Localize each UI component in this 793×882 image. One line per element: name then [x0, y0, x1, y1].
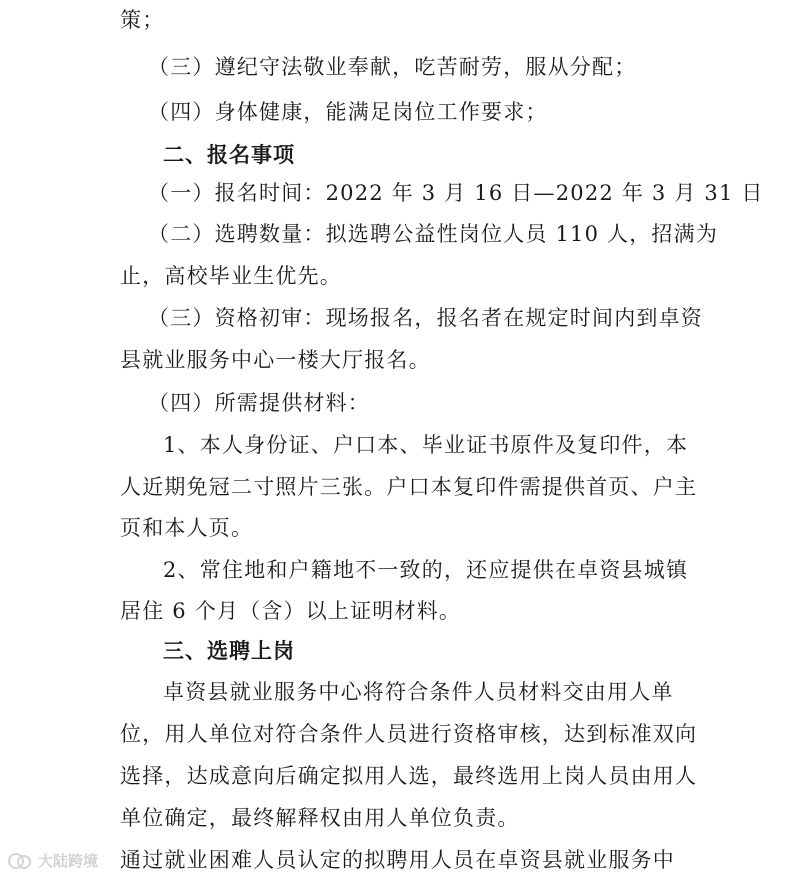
- text-line-18: 位，用人单位对符合条件人员进行资格审核，达到标准双向: [120, 722, 698, 746]
- watermark: [8, 850, 98, 871]
- text-line-6: （二）选聘数量：拟选聘公益性岗位人员 110 人，招满为: [148, 222, 719, 246]
- text-line-15: 居住 6 个月（含）以上证明材料。: [120, 599, 462, 623]
- text-line-20: 单位确定，最终解释权由用人单位负责。: [120, 806, 520, 830]
- text-line-14: 2、常住地和户籍地不一致的，还应提供在卓资县城镇: [163, 558, 689, 582]
- text-line-9: 县就业服务中心一楼大厅报名。: [120, 348, 431, 372]
- text-line-12: 人近期免冠二寸照片三张。户口本复印件需提供首页、户主: [120, 475, 698, 499]
- text-line-7: 止，高校毕业生优先。: [120, 264, 342, 288]
- text-line-13: 页和本人页。: [120, 516, 254, 540]
- text-line-10: （四）所需提供材料：: [148, 391, 370, 415]
- section-heading-3: 三、选聘上岗: [163, 639, 295, 663]
- text-line-1: 策；: [120, 8, 165, 32]
- section-heading-2: 二、报名事项: [163, 143, 295, 167]
- text-line-8: （三）资格初审：现场报名，报名者在规定时间内到卓资: [148, 306, 703, 330]
- text-line-21: 通过就业困难人员认定的拟聘用人员在卓资县就业服务中: [120, 848, 675, 872]
- watermark-logo-icon: [8, 851, 34, 871]
- text-line-2: （三）遵纪守法敬业奉献，吃苦耐劳，服从分配；: [148, 55, 637, 79]
- text-line-3: （四）身体健康，能满足岗位工作要求；: [148, 100, 548, 124]
- text-line-17: 卓资县就业服务中心将符合条件人员材料交由用人单: [163, 680, 674, 704]
- text-line-19: 选择，达成意向后确定拟用人选，最终选用上岗人员由用人: [120, 764, 698, 788]
- text-line-5: （一）报名时间：2022 年 3 月 16 日—2022 年 3 月 31 日: [148, 181, 764, 205]
- watermark-text: 大陆跨境: [38, 852, 99, 870]
- text-line-11: 1、本人身份证、户口本、毕业证书原件及复印件，本: [163, 433, 689, 457]
